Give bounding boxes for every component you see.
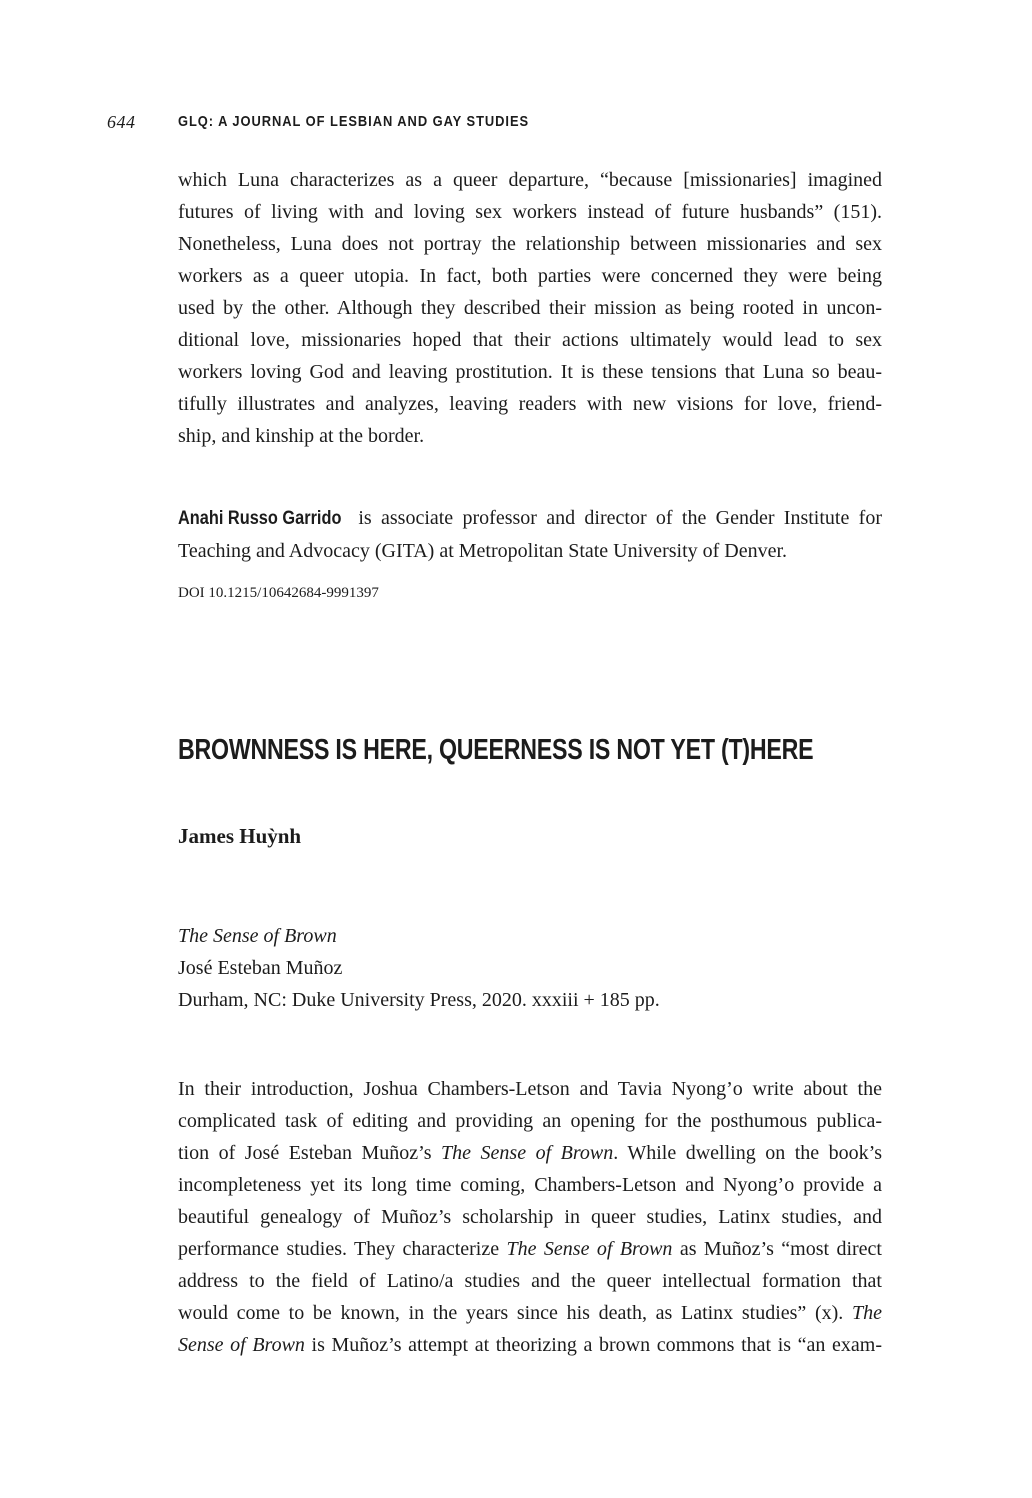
- text-line: incompleteness yet its long time coming, Chambers-Letson and Nyong’o provide a: [178, 1174, 882, 1196]
- book-author: José Esteban Muñoz: [178, 957, 343, 979]
- text-line: beautiful genealogy of Muñoz’s scholarship in queer studies, Latinx studies, and: [178, 1206, 882, 1228]
- text-segment: is Muñoz’s attempt at theorizing a brown commons that is “an exam-: [304, 1334, 882, 1356]
- book-title-reference: Sense of Brown: [178, 1334, 305, 1356]
- text-segment: as Muñoz’s “most direct: [672, 1238, 882, 1260]
- text-line: futures of living with and loving sex workers instead of future husbands” (151).: [178, 201, 882, 223]
- review-body-paragraph: [178, 1073, 882, 1361]
- bio-line: Teaching and Advocacy (GITA) at Metropolitan State University of Denver.: [178, 540, 788, 562]
- book-info: [178, 920, 882, 1016]
- journal-title: GLQ: A JOURNAL OF LESBIAN AND GAY STUDIES: [178, 113, 530, 130]
- text-line: workers loving God and leaving prostitution. It is these tensions that Luna so beau-: [178, 361, 882, 383]
- text-line: [178, 1233, 882, 1265]
- contributor-bio: [178, 502, 882, 567]
- bio-text: is associate professor and director of the Gender Institute for: [349, 507, 882, 529]
- text-segment: tion of José Esteban Muñoz’s: [178, 1142, 442, 1164]
- bio-author-name: Anahi Russo Garrido: [178, 508, 342, 529]
- bio-line: [178, 502, 882, 535]
- review-continuation-paragraph: [178, 164, 882, 452]
- text-line: which Luna characterizes as a queer departure, “because [missionaries] imagined: [178, 169, 882, 191]
- text-line: ditional love, missionaries hoped that their actions ultimately would lead to sex: [178, 329, 882, 351]
- text-line: In their introduction, Joshua Chambers-Letson and Tavia Nyong’o write about the: [178, 1078, 882, 1100]
- text-line: tifully illustrates and analyzes, leaving readers with new visions for love, friend-: [178, 393, 882, 415]
- book-title: The Sense of Brown: [178, 925, 337, 947]
- text-line: [178, 1297, 882, 1329]
- text-line: Nonetheless, Luna does not portray the relationship between missionaries and sex: [178, 233, 882, 255]
- text-line: ship, and kinship at the border.: [178, 425, 425, 447]
- text-segment: . While dwelling on the book’s: [613, 1142, 882, 1164]
- page-number: 644: [107, 112, 136, 132]
- text-segment: performance studies. They characterize: [178, 1238, 507, 1260]
- book-title-reference: The Sense of Brown: [441, 1142, 614, 1164]
- review-title: BROWNNESS IS HERE, QUEERNESS IS NOT YET (T)HERE: [178, 734, 814, 766]
- book-publication: Durham, NC: Duke University Press, 2020. xxxiii + 185 pp.: [178, 989, 660, 1011]
- text-line: [178, 1137, 882, 1169]
- text-line: [178, 1329, 882, 1361]
- doi: DOI 10.1215/10642684-9991397: [178, 585, 379, 601]
- text-line: address to the field of Latino/a studies and the queer intellectual formation that: [178, 1270, 882, 1292]
- text-line: used by the other. Although they described their mission as being rooted in uncon-: [178, 297, 882, 319]
- book-title-reference: The: [852, 1302, 882, 1324]
- reviewer-name: James Huỳnh: [178, 824, 302, 848]
- text-line: complicated task of editing and providing an opening for the posthumous publica-: [178, 1110, 882, 1132]
- text-segment: would come to be known, in the years since his death, as Latinx studies” (x).: [178, 1302, 852, 1324]
- text-line: workers as a queer utopia. In fact, both parties were concerned they were being: [178, 265, 882, 287]
- running-head: [0, 112, 1032, 136]
- book-title-reference: The Sense of Brown: [506, 1238, 673, 1260]
